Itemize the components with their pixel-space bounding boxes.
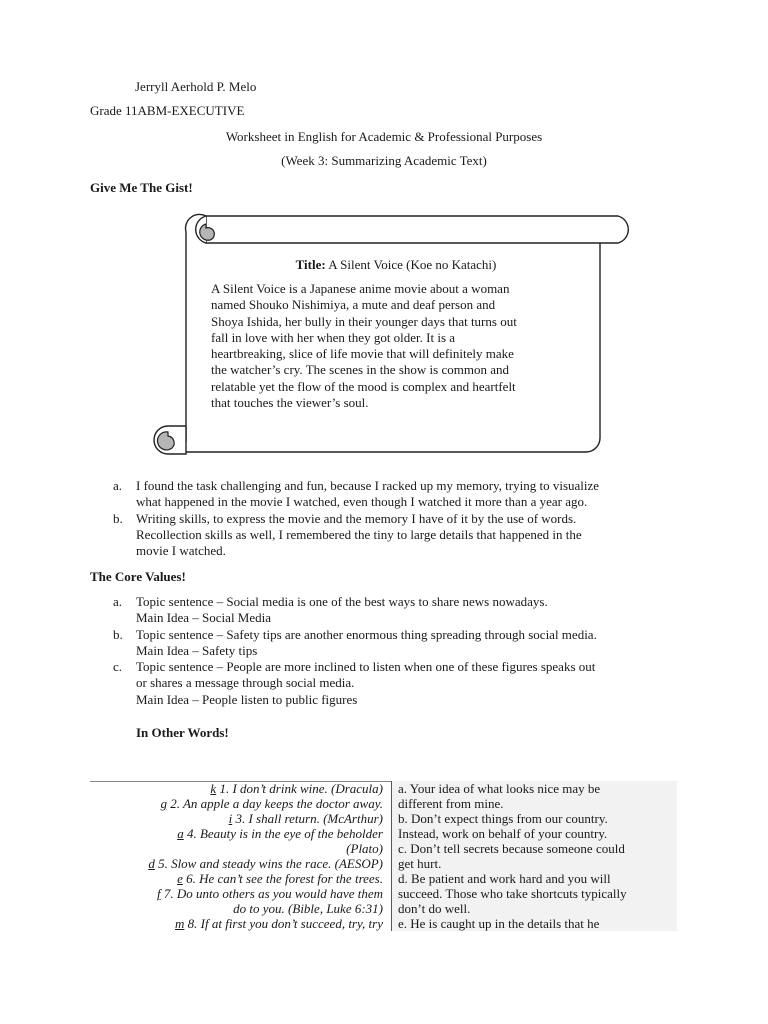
summary-line: the watcher’s cry. The scenes in the show is common and [211,362,509,378]
proverb-text: do to you. (Bible, Luke 6:31) [233,901,383,916]
summary-line: Shoya Ishida, her bully in their younger days that turns out [211,313,517,329]
student-name: Jerryll Aerhold P. Melo [135,79,257,94]
proverb-line [90,916,383,931]
core-values-heading: The Core Values! [90,569,186,584]
summary-line: relatable yet the flow of the mood is complex and heartfelt [211,378,516,394]
meaning-line: b. Don’t expect things from our country. [398,811,608,826]
answer-blank: d [148,856,155,871]
proverb-text: 5. Slow and steady wins the race. (AESOP) [158,856,383,871]
proverb-text: 1. I don’t drink wine. (Dracula) [219,781,383,796]
proverb-text: 6. He can’t see the forest for the trees. [186,871,383,886]
list-marker: b. [113,626,123,642]
meaning-line: get hurt. [398,856,442,871]
summary-line: heartbreaking, slice of life movie that will definitely make [211,346,514,362]
answer-blank: i [228,811,233,826]
proverb-text: 3. I shall return. (McArthur) [235,811,383,826]
list-marker: c. [113,659,123,675]
list-line: Writing skills, to express the movie and the memory I have of it by the use of words. [136,510,577,526]
list-line: or shares a message through social media. [136,675,355,691]
summary-line: that touches the viewer’s soul. [211,395,369,411]
proverb-line [90,871,383,886]
title-value: A Silent Voice (Koe no Katachi) [328,257,497,272]
proverb-text: (Plato) [346,841,383,856]
scroll-title [210,257,582,273]
worksheet-title: Worksheet in English for Academic & Professional Purposes [225,129,543,144]
meaning-line: d. Be patient and work hard and you will [398,871,611,886]
list-line: movie I watched. [136,543,226,559]
table-row [90,781,677,931]
list-line: what happened in the movie I watched, even though I watched it more than a year ago. [136,494,588,510]
list-line: Topic sentence – People are more inclined to listen when one of these figures speaks out [136,659,596,675]
proverb-line [90,886,383,901]
list-line: Recollection skills as well, I remembered the tiny to large details that happened in the [136,526,582,542]
answer-blank: e [177,871,183,886]
meaning-line: a. Your idea of what looks nice may be [398,781,601,796]
list-line: Main Idea – Social Media [136,610,272,626]
proverb-text: 4. Beauty is in the eye of the beholder [186,826,383,841]
answer-blank: k [210,781,217,796]
answer-blank: a [177,826,184,841]
answer-blank: g [160,796,167,811]
meaning-line: succeed. Those who take shortcuts typically [398,886,627,901]
list-marker: a. [113,478,123,493]
proverb-table-wrapper [90,781,677,933]
summary-line: named Shouko Nishimiya, a mute and deaf person and [211,297,496,313]
week-subtitle: (Week 3: Summarizing Academic Text) [281,153,487,168]
other-words-heading: In Other Words! [136,725,229,740]
list-marker: a. [113,594,123,609]
meaning-line: e. He is caught up in the details that he [398,916,600,931]
proverb-table [90,781,677,931]
proverb-line [90,796,383,811]
reflection-list [113,478,600,559]
meaning-line: Instead, work on behalf of your country. [398,826,608,841]
proverb-line [90,856,383,871]
list-line: Topic sentence – Social media is one of the best ways to share news nowadays. [136,594,548,609]
proverb-line [90,781,383,796]
list-item [113,510,599,560]
list-line: Main Idea – People listen to public figures [136,691,358,707]
list-line: Main Idea – Safety tips [136,642,258,658]
core-values-list [113,594,597,708]
answer-blank: m [175,916,185,931]
title-label: Title: [295,257,326,272]
grade-section: Grade 11ABM-EXECUTIVE [90,103,245,118]
list-marker: b. [113,510,123,526]
summary-line: A Silent Voice is a Japanese anime movie about a woman [211,281,510,296]
proverb-text: 2. An apple a day keeps the doctor away. [170,796,383,811]
proverb-line [90,826,383,841]
proverb-line [90,841,383,856]
meaning-line: different from mine. [398,796,504,811]
proverb-line [90,811,383,826]
list-item [113,594,597,627]
answer-blank: f [156,886,161,901]
meaning-line: don’t do well. [398,901,471,916]
proverb-text: 7. Do unto others as you would have them [163,886,383,901]
summary-line: fall in love with her when they got older. It is a [211,329,456,345]
meaning-line: c. Don’t tell secrets because someone could [398,841,625,856]
proverb-text: 8. If at first you don’t succeed, try, try [187,916,383,931]
list-item [113,478,600,511]
list-line: I found the task challenging and fun, because I racked up my memory, trying to visualize [136,478,600,493]
proverb-line [90,901,383,916]
summary-paragraph [211,281,577,411]
list-item [113,659,597,708]
list-line: Topic sentence – Safety tips are another enormous thing spreading through social media. [136,626,597,642]
gist-heading: Give Me The Gist! [90,180,193,195]
list-item [113,626,597,660]
